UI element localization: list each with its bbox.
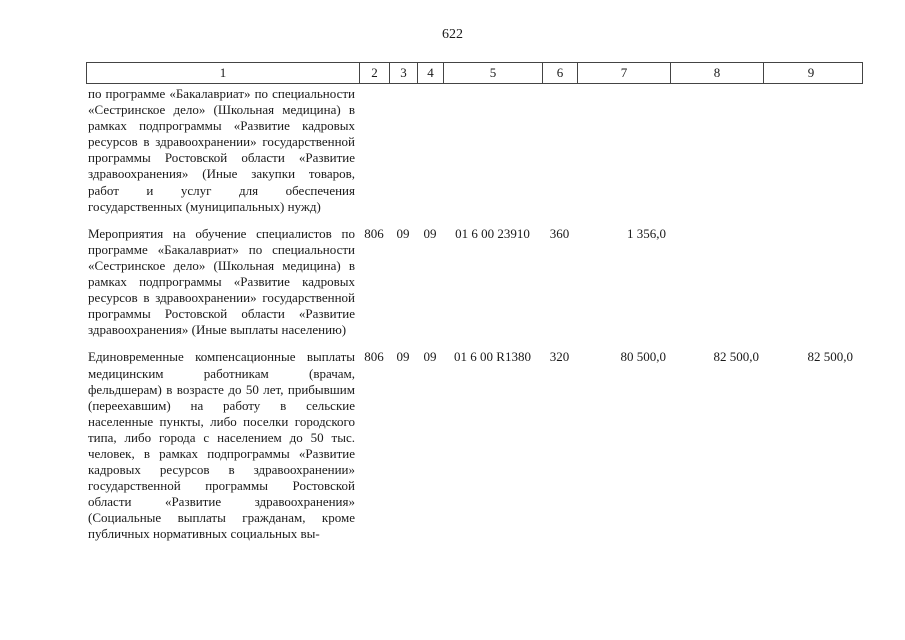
column-header-4: 4 [418, 63, 444, 83]
cell-amount-7: 80 500,0 [620, 349, 666, 365]
column-header-8: 8 [671, 63, 764, 83]
cell-amount-9: 82 500,0 [807, 349, 853, 365]
cell-section: 09 [396, 225, 410, 241]
cell-amount-8: 82 500,0 [713, 349, 759, 365]
cell-subsection [417, 86, 443, 215]
column-header-9: 9 [807, 65, 815, 80]
table-header-row [86, 62, 863, 84]
column-header-6: 6 [543, 63, 578, 83]
column-header-2: 2 [360, 63, 390, 83]
cell-target-article: 01 6 00 23910 [455, 225, 530, 241]
cell-expense-type: 360 [549, 225, 570, 241]
row-description: Единовременные компенсационные выплаты медицинским работникам (врачам, фельдшерам) в возрасте до 50 лет, прибывшим (переехавшим) на работу в сельские населенные пункты, либо поселки городского типа, либо города с населением до 50 тыс. человек, в рамках подпрограммы «Развитие кадровых ресурсов в здравоохранении» государственной программы Ростовской области «Развитие здравоохранения» (Социальные выплаты гражданам, кроме публичных нормативных социальных вы- [88, 349, 355, 542]
table-row [86, 349, 863, 542]
page-number: 622 [442, 27, 463, 42]
cell-section [389, 86, 417, 215]
table-body [86, 86, 863, 554]
cell-amount-9 [763, 226, 857, 339]
column-header-7: 7 [578, 63, 671, 83]
cell-subsection: 09 [423, 349, 437, 365]
cell-target-article [443, 86, 542, 215]
cell-admin-code [359, 86, 389, 215]
cell-amount-7 [577, 86, 670, 215]
cell-amount-8 [670, 226, 763, 339]
cell-amount-7: 1 356,0 [627, 225, 666, 241]
cell-section: 09 [396, 349, 410, 365]
cell-expense-type: 320 [549, 349, 570, 365]
cell-amount-8 [670, 86, 763, 215]
table-row [86, 226, 863, 339]
column-header-3: 3 [390, 63, 418, 83]
row-description: по программе «Бакалавриат» по специальности «Сестринское дело» (Школьная медицина) в рамках подпрограммы «Развитие кадровых ресурсов в здравоохранении» государственной программы Ростовской области «Развитие здравоохранения» (Иные закупки товаров, работ и услуг для обеспечения государственных (муниципальных) нужд) [88, 86, 355, 214]
column-header-1: 1 [87, 63, 360, 83]
cell-target-article: 01 6 00 R1380 [454, 349, 531, 365]
cell-admin-code: 806 [364, 225, 384, 241]
cell-subsection: 09 [423, 225, 437, 241]
table-row [86, 86, 863, 215]
cell-admin-code: 806 [364, 349, 384, 365]
cell-expense-type [542, 86, 577, 215]
row-description: Мероприятия на обучение специалистов по программе «Бакалавриат» по специальности «Сестринское дело» (Школьная медицина) в рамках подпрограммы «Развитие кадровых ресурсов в здравоохранении» государственной программы Ростовской области «Развитие здравоохранения» (Иные выплаты населению) [88, 225, 355, 338]
column-header-5: 5 [444, 63, 543, 83]
cell-amount-9 [763, 86, 857, 215]
